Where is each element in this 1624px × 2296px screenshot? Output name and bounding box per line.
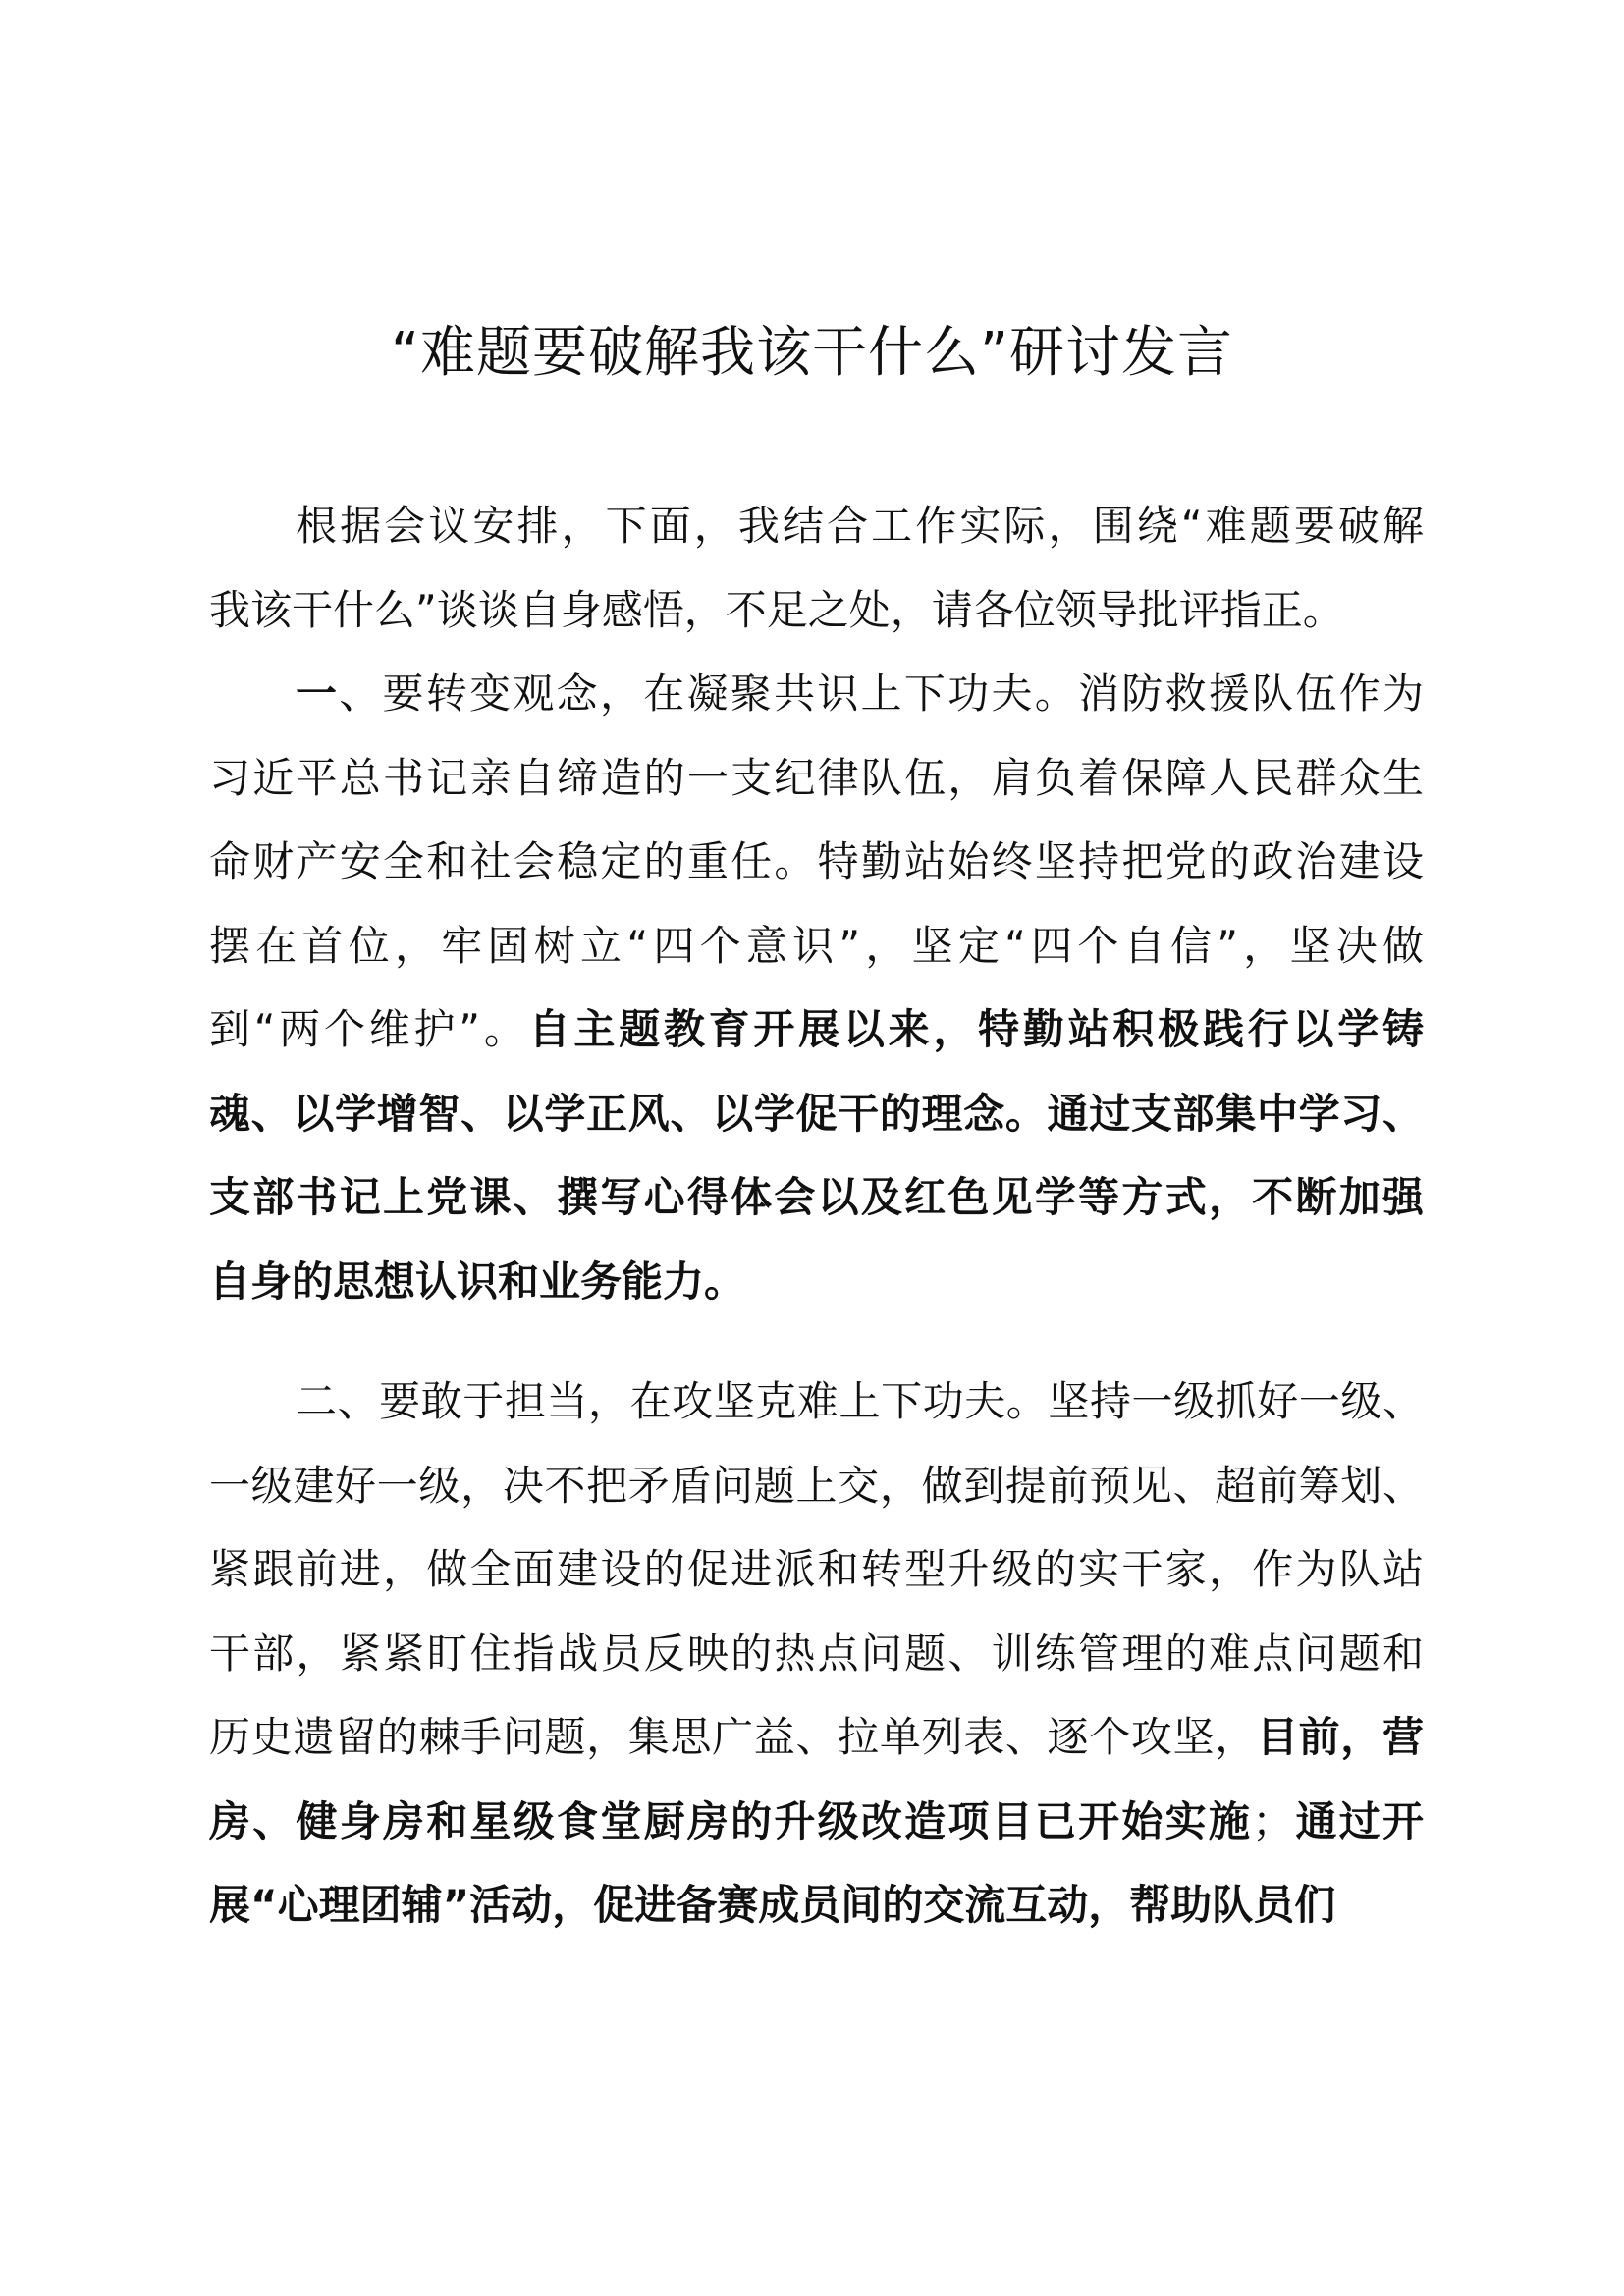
document-title: “难题要破解我该干什么”研讨发言 [390,321,1234,385]
text: 习近平总书记亲自缔造的一支纪律队伍，肩负着保障人民群众生 [209,753,1424,802]
text: 到“两个维护”。 [209,1005,529,1053]
bold-text: 通过开 [1293,1796,1424,1845]
text-line [209,1155,1424,1240]
text: 、要转变观念，在凝聚共识上下功夫。消防救援队伍作为 [339,669,1424,718]
bold-text: 支部书记上党课、撰写心得体会以及红色见学等方式，不断加强 [209,1173,1424,1221]
text-line [209,1780,1424,1864]
bold-text: 展“心理团辅”活动，促进备赛成员间的交流互动，帮助队员们 [209,1881,1336,1929]
text: 紧跟前进，做全面建设的促进派和转型升级的实干家，作为队站 [209,1545,1424,1593]
text: 历史遗留的棘手问题，集思广益、拉单列表、逐个攻坚， [209,1713,1257,1761]
text: 命财产安全和社会稳定的重任。特勤站始终坚持把党的政治建设 [209,837,1424,885]
bold-text: 房、健身房和星级食堂厨房的升级改造项目已开始实施 [209,1796,1253,1845]
bold-text: 自主题教育开展以来，特勤站积极践行以学铸 [528,1005,1424,1053]
bold-text: 目前，营 [1256,1713,1424,1761]
text-line [209,1444,1424,1528]
bold-text: 魂、以学增智、以学正风、以学促干的理念。通过支部集中学习、 [209,1089,1424,1138]
text-line [209,820,1424,904]
text: 根据会议安排，下面，我结合工作实际，围绕“难题要破解 [296,502,1424,550]
text: 干部，紧紧盯住指战员反映的热点问题、训练管理的难点问题和 [209,1629,1424,1678]
text-line [209,568,1424,653]
text-line [209,484,1424,568]
paragraph [209,1360,1424,1948]
text-line [209,736,1424,821]
text: 摆在首位，牢固树立“四个意识”，坚定“四个自信”，坚决做 [209,921,1424,970]
text-line [209,988,1424,1072]
bold-text: 自身的思想认识和业务能力。 [209,1256,746,1306]
text-line [209,1240,1424,1324]
text-line [209,1072,1424,1156]
text: 二、要敢于担当，在攻坚克难上下功夫。坚持一级抓好一级、 [296,1377,1424,1425]
text: 一级建好一级，决不把矛盾问题上交，做到提前预见、超前筹划、 [209,1461,1424,1510]
text-line [209,1527,1424,1612]
text-line [209,1360,1424,1444]
text-line [209,1612,1424,1696]
text-line [209,652,1424,736]
text-line [209,1863,1424,1948]
text: ； [1252,1796,1294,1845]
document-body [209,484,1424,1948]
paragraph [209,484,1424,1323]
text-line [209,904,1424,988]
bold-text: 一 [296,669,340,718]
text-line [209,1695,1424,1780]
text: 我该干什么”谈谈自身感悟，不足之处，请各位领导批评指正。 [209,585,1344,634]
